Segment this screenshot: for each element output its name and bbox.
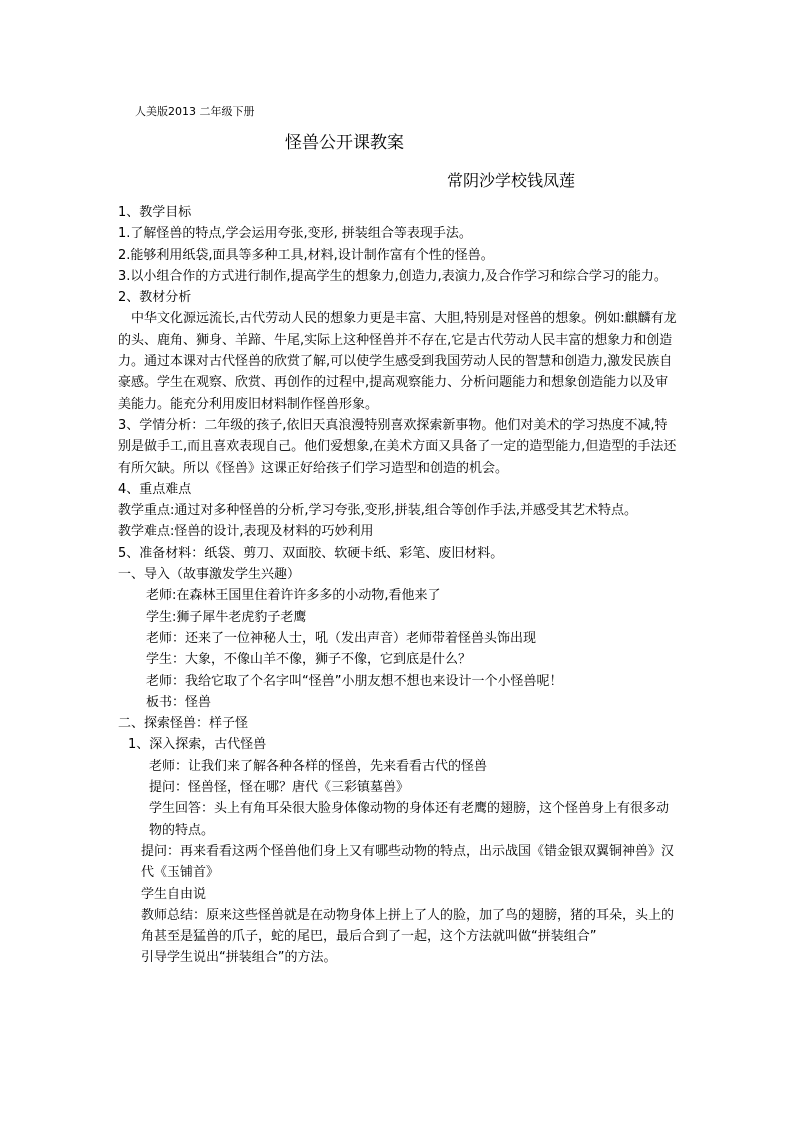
section-heading: 1、教学目标 <box>118 205 192 220</box>
dialogue-line: 老师：让我们来了解各种各样的怪兽，先来看看古代的怪兽 <box>149 758 488 774</box>
dialogue-line: 学生回答：头上有角耳朵很大脸身体像动物的身体还有老鹰的翅膀，这个怪兽身上有很多动物的特点。 <box>149 801 670 838</box>
paragraph: 1.了解怪兽的特点,学会运用夸张,变形, 拼装组合等表现手法。 <box>118 226 472 242</box>
page-title: 怪兽公开课教案 <box>285 133 404 153</box>
paragraph: 5、准备材料：纸袋、剪刀、双面胶、软硬卡纸、彩笔、废旧材料。 <box>118 545 504 561</box>
author-line: 常阴沙学校钱凤莲 <box>447 171 576 190</box>
section-heading: 4、重点难点 <box>118 481 192 497</box>
dialogue-line: 老师:在森林王国里住着许许多多的小动物,看他来了 <box>146 588 441 604</box>
paragraph: 2.能够利用纸袋,面具等多种工具,材料,设计制作富有个性的怪兽。 <box>118 247 494 263</box>
dialogue-line: 提问：再来看看这两个怪兽他们身上又有哪些动物的特点，出示战国《错金银双翼铜神兽》汉代《玉铺首》 <box>141 843 675 881</box>
dialogue-line: 学生:狮子犀牛老虎豹子老鹰 <box>146 609 307 625</box>
dialogue-line: 学生自由说 <box>141 886 207 902</box>
paragraph: 中华文化源远流长,古代劳动人民的想象力更是丰富、大胆,特别是对怪兽的想象。例如:麒麟有龙的头、鹿角、狮身、羊蹄、牛尾,实际上这种怪兽并不存在,它是古代劳动人民丰富的想象力和创造力。通过本课对古代怪兽的欣赏了解,可以使学生感受到我国劳动人民的智慧和创造力,激发民族自豪感。学生在观察、欣赏、再创作的过程中,提高观察能力、分析问题能力和想象创造能力以及审美能力。能充分利用废旧材料制作怪兽形象。 <box>118 311 677 412</box>
section-heading: 二、探索怪兽：样子怪 <box>118 716 249 732</box>
subsection-heading: 1、深入探索，古代怪兽 <box>128 737 267 753</box>
dialogue-line: 引导学生说出“拼装组合”的方法。 <box>141 950 337 966</box>
dialogue-line: 教师总结：原来这些怪兽就是在动物身体上拼上了人的脸，加了鸟的翅膀，猪的耳朵，头上的角甚至是猛兽的爪子，蛇的尾巴，最后合到了一起，这个方法就叫做“拼装组合” <box>141 907 675 945</box>
dialogue-line: 板书：怪兽 <box>146 694 212 710</box>
dialogue-line: 学生：大象，不像山羊不像，狮子不像，它到底是什么？ <box>146 652 472 668</box>
section-heading: 一、导入（故事激发学生兴趣） <box>118 567 301 583</box>
dialogue-line: 老师：还来了一位神秘人士，吼（发出声音）老师带着怪兽头饰出现 <box>146 630 537 646</box>
textbook-edition: 人美版2013 二年级下册 <box>135 105 255 118</box>
paragraph: 3、学情分析：二年级的孩子,依旧天真浪漫特别喜欢探索新事物。他们对美术的学习热度不减,特别是做手工,而且喜欢表现自己。他们爱想象,在美术方面又具备了一定的造型能力,但造型的手法还有所欠缺。所以《怪兽》这课正好给孩子们学习造型和创造的机会。 <box>118 417 677 476</box>
dialogue-line: 老师：我给它取了个名字叫“怪兽”小朋友想不想也来设计一个小怪兽呢！ <box>146 673 563 689</box>
section-heading: 2、教材分析 <box>118 290 192 306</box>
paragraph: 3.以小组合作的方式进行制作,提高学生的想象力,创造力,表演力,及合作学习和综合学习的能力。 <box>118 268 667 284</box>
dialogue-line: 提问：怪兽怪，怪在哪？唐代《三彩镇墓兽》 <box>149 780 410 796</box>
paragraph: 教学重点:通过对多种怪兽的分析,学习夸张,变形,拼装,组合等创作手法,并感受其艺术特点。 <box>118 503 638 519</box>
paragraph: 教学难点:怪兽的设计,表现及材料的巧妙利用 <box>118 524 374 540</box>
lesson-plan-body <box>118 202 680 969</box>
